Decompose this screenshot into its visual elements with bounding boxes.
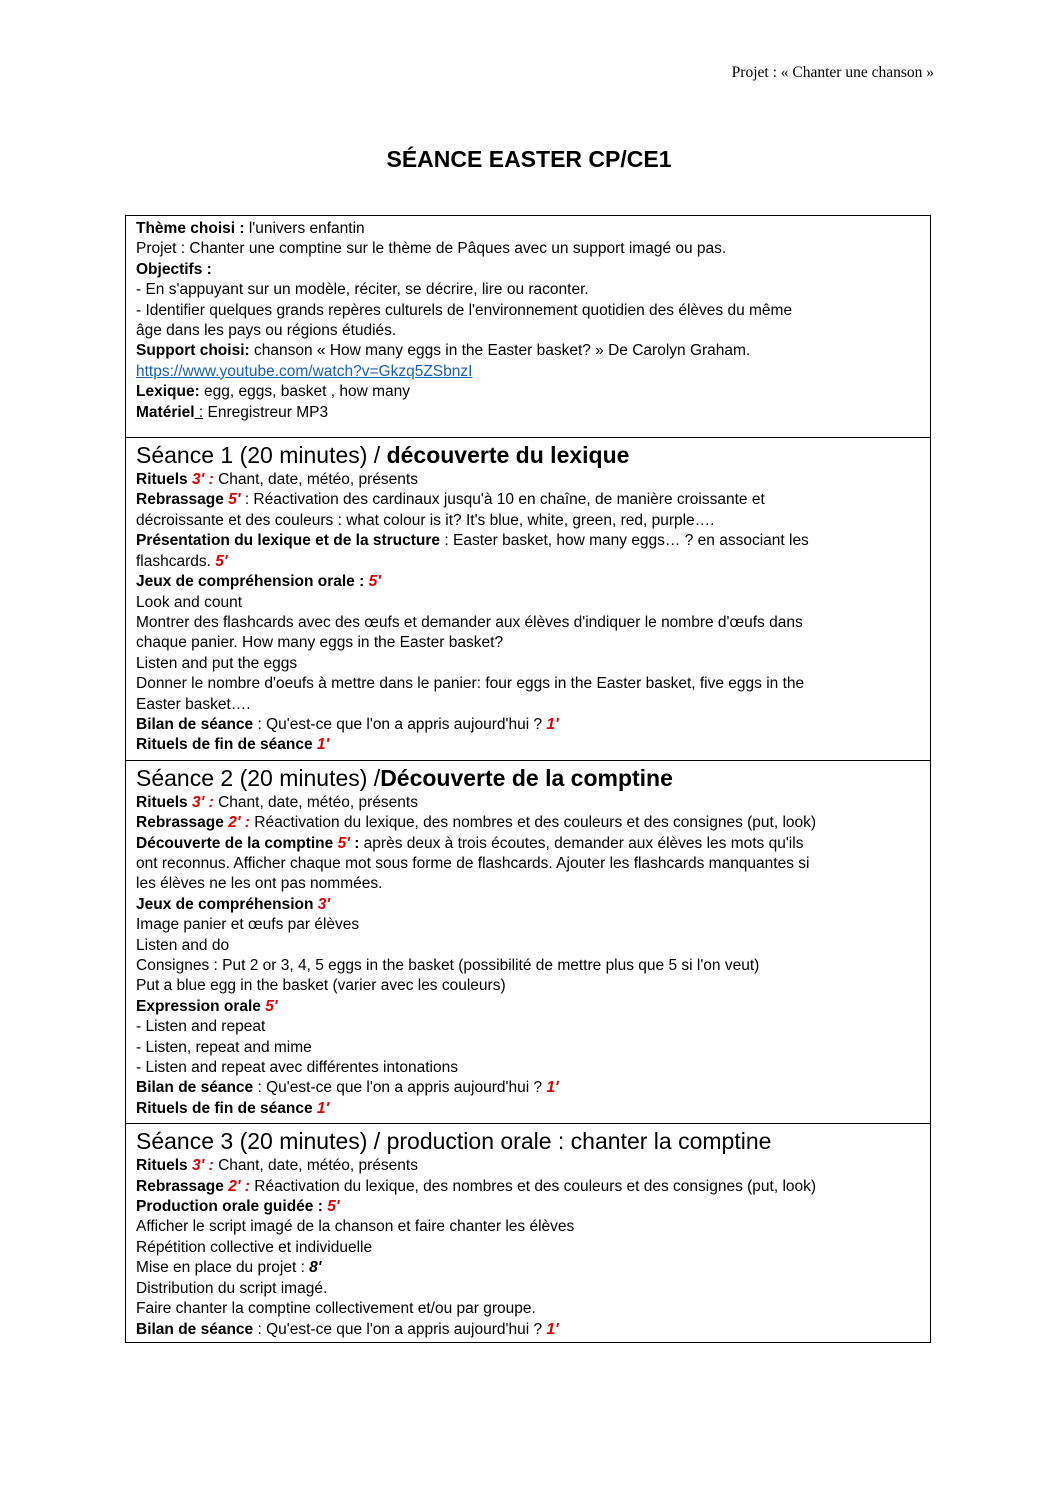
lesson-plan-table (125, 215, 931, 1343)
s2-decouverte-cont-2: les élèves ne les ont pas nommées. (136, 875, 383, 893)
s2-consignes: Consignes : Put 2 or 3, 4, 5 eggs in the basket (possibilité de mettre plus que 5 si l'on veut) (136, 957, 760, 974)
time-badge: 8' (304, 1259, 322, 1277)
s2-put-blue: Put a blue egg in the basket (varier avec les couleurs) (136, 977, 506, 995)
lexique-line (136, 382, 920, 402)
time-badge: 2' : (223, 1177, 250, 1195)
seance-2-heading: Séance 2 (20 minutes) /Découverte de la comptine (136, 764, 673, 791)
s2-listen-repeat: - Listen and repeat (136, 1018, 266, 1036)
s2-image-panier: Image panier et œufs par élèves (136, 916, 360, 934)
materiel-label: Matériel (136, 403, 195, 421)
s3-afficher: Afficher le script imagé de la chanson et faire chanter les élèves (136, 1218, 575, 1236)
s1-listen-put: Listen and put the eggs (136, 654, 298, 672)
s2-listen-repeat-mime: - Listen, repeat and mime (136, 1038, 312, 1056)
s3-production: Production orale guidée : 5' (136, 1198, 340, 1216)
s2-bilan: Bilan de séance : Qu'est-ce que l'on a appris aujourd'hui ? 1' (136, 1079, 559, 1097)
seance-3-heading: Séance 3 (20 minutes) / production orale : chanter la comptine (136, 1128, 772, 1155)
s1-montrer-cont: chaque panier. How many eggs in the Easter basket? (136, 634, 504, 652)
time-badge: 1' (542, 1320, 559, 1338)
s2-jeux: Jeux de compréhension 3' (136, 895, 331, 913)
time-badge: 1' (312, 1099, 330, 1117)
video-link-line (136, 362, 920, 382)
s3-faire-chanter: Faire chanter la comptine collectivement et/ou par groupe. (136, 1300, 536, 1318)
s1-jeux: Jeux de compréhension orale : 5' (136, 573, 381, 591)
s2-fin: Rituels de fin de séance 1' (136, 1099, 330, 1117)
s1-rebrassage: Rebrassage 5' : Réactivation des cardinaux jusqu'à 10 en chaîne, de manière croissante et (136, 491, 765, 509)
support-line (136, 341, 920, 361)
time-badge: 3' : (187, 1157, 214, 1175)
time-badge: 5' (260, 997, 278, 1015)
s2-listen-repeat-intonations: - Listen and repeat avec différentes intonations (136, 1059, 458, 1077)
time-badge: 5' (333, 834, 350, 852)
seance-2-section (126, 760, 930, 1124)
s1-rebrassage-cont: décroissante et des couleurs : what colour is it? It's blue, white, green, red, purple…. (136, 511, 715, 529)
time-badge: 1' (312, 736, 330, 754)
time-badge: 2' : (223, 814, 250, 832)
s1-presentation-cont: flashcards. 5' (136, 552, 228, 570)
seance-1-heading: Séance 1 (20 minutes) / découverte du lexique (136, 442, 630, 469)
objectif-1: - En s'appuyant sur un modèle, réciter, se décrire, lire ou raconter. (136, 281, 589, 299)
objectif-2: - Identifier quelques grands repères culturels de l'environnement quotidien des élèves du même (136, 301, 793, 319)
s3-distribution: Distribution du script imagé. (136, 1279, 328, 1297)
time-badge: 1' (542, 715, 559, 733)
s1-donner-cont: Easter basket…. (136, 695, 251, 713)
document-title: SÉANCE EASTER CP/CE1 (386, 146, 672, 172)
time-badge: 1' (542, 1079, 559, 1097)
time-badge: 5' (210, 552, 228, 570)
s1-look-count: Look and count (136, 593, 243, 611)
support-value: chanson « How many eggs in the Easter basket? » De Carolyn Graham. (249, 342, 751, 360)
s2-decouverte: Découverte de la comptine 5' : après deux à trois écoutes, demander aux élèves les mots qu'ils (136, 834, 804, 852)
s1-fin: Rituels de fin de séance 1' (136, 736, 330, 754)
s3-mise: Mise en place du projet : 8' (136, 1259, 322, 1277)
seance-1-section (126, 437, 930, 760)
s1-presentation: Présentation du lexique et de la structure : Easter basket, how many eggs… ? en associant les (136, 532, 809, 550)
youtube-link[interactable]: https://www.youtube.com/watch?v=Gkzq5ZSbnzI (136, 362, 473, 380)
seance-3-section (126, 1123, 930, 1342)
time-badge: 3' : (187, 793, 214, 811)
objectif-2-cont: âge dans les pays ou régions étudiés. (136, 322, 397, 340)
s1-montrer: Montrer des flashcards avec des œufs et demander aux élèves d'indiquer le nombre d'œufs dans (136, 613, 803, 631)
intro-section (126, 216, 930, 437)
time-badge: 5' (223, 491, 241, 509)
objectifs-label: Objectifs : (136, 260, 212, 278)
s1-rituels: Rituels 3' : Chant, date, météo, présents (136, 471, 418, 489)
s3-rebrassage: Rebrassage 2' : Réactivation du lexique, des nombres et des couleurs et des consignes (put, look) (136, 1177, 817, 1195)
theme-line (136, 219, 920, 239)
theme-label: Thème choisi : (136, 220, 245, 237)
s2-decouverte-cont: ont reconnus. Afficher chaque mot sous forme de flashcards. Ajouter les flashcards manquantes si (136, 854, 810, 872)
s2-expression: Expression orale 5' (136, 997, 278, 1015)
header-note: Projet : « Chanter une chanson » (731, 64, 934, 81)
materiel-value: Enregistreur MP3 (203, 403, 329, 421)
s2-rebrassage: Rebrassage 2' : Réactivation du lexique, des nombres et des couleurs et des consignes (put, look) (136, 814, 817, 832)
materiel-line: Matériel : Enregistreur MP3 (136, 403, 329, 421)
time-badge: 5' (322, 1198, 340, 1216)
time-badge: 3' : (187, 471, 214, 489)
s3-rituels: Rituels 3' : Chant, date, météo, présents (136, 1157, 418, 1175)
projet-line: Projet : Chanter une comptine sur le thème de Pâques avec un support imagé ou pas. (136, 240, 727, 258)
s1-bilan: Bilan de séance : Qu'est-ce que l'on a appris aujourd'hui ? 1' (136, 715, 559, 733)
s1-donner: Donner le nombre d'oeufs à mettre dans le panier: four eggs in the Easter basket, five eggs in the (136, 675, 805, 693)
s2-rituels: Rituels 3' : Chant, date, météo, présents (136, 793, 418, 811)
s2-listen-do: Listen and do (136, 936, 230, 954)
s3-repetition: Répétition collective et individuelle (136, 1238, 373, 1256)
support-label: Support choisi: (136, 342, 250, 360)
time-badge: 5' (364, 573, 381, 591)
lexique-label: Lexique: (136, 383, 200, 401)
lexique-value: egg, eggs, basket , how many (199, 383, 410, 401)
theme-value: l'univers enfantin (244, 220, 365, 237)
time-badge: 3' (313, 895, 331, 913)
s3-bilan: Bilan de séance : Qu'est-ce que l'on a appris aujourd'hui ? 1' (136, 1320, 559, 1338)
